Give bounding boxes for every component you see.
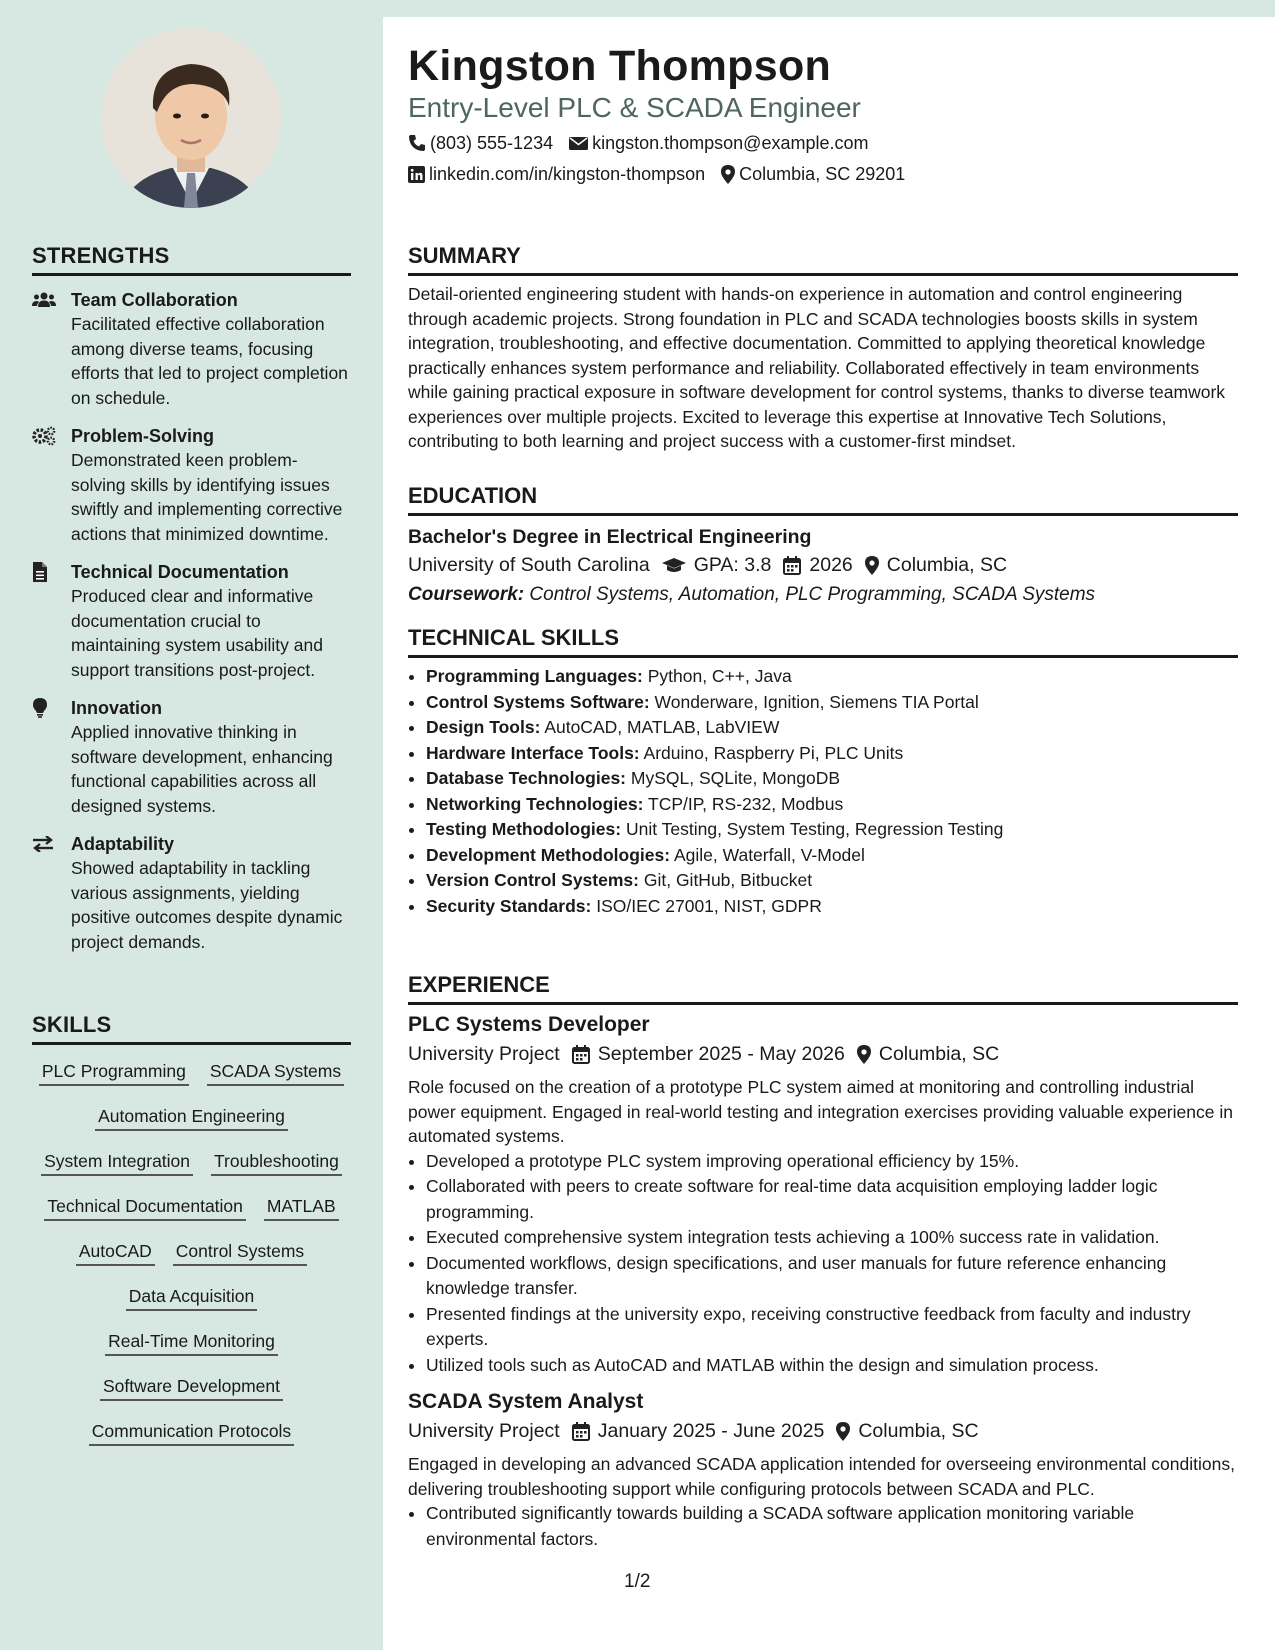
phone-item [408, 131, 553, 155]
lightbulb-icon [32, 698, 58, 718]
main-content [383, 17, 1275, 1650]
skill-category: Programming Languages: [426, 666, 643, 686]
skill-tag: Automation Engineering [95, 1104, 288, 1131]
list-item [426, 715, 1238, 741]
location-text: Columbia, SC 29201 [739, 164, 906, 184]
candidate-name: Kingston Thompson [408, 42, 832, 90]
location-pin-icon [857, 1045, 871, 1064]
list-item [426, 664, 1238, 690]
skill-category: Hardware Interface Tools: [426, 742, 640, 763]
skill-tag: Data Acquisition [126, 1284, 258, 1311]
skill-tag: Control Systems [173, 1239, 307, 1266]
gpa-text: GPA: 3.8 [693, 554, 772, 576]
experience-section [408, 972, 1238, 1552]
strength-item [32, 424, 351, 546]
strength-desc: Applied innovative thinking in software development, enhancing functional capabilities across all designed systems. [71, 722, 333, 816]
job-location-item [836, 1416, 978, 1446]
skill-values: ISO/IEC 27001, NIST, GDPR [596, 895, 822, 916]
list-item [426, 817, 1238, 843]
summary-text: Detail-oriented engineering student with hands-on experience in automation and control engineering through academic projects. Strong foundation in PLC and SCADA technologies boosts skills in system integration, troubleshooting, and effective documentation. Committed to applying theoretical knowledge practically enhances system performance and reliability. Collaborated effectively in team environments while gaining practical exposure in software development for control systems, thanks to diverse teamwork experiences over multiple projects. Excited to leverage this expertise at Innovative Tech Solutions, contributing to both learning and project success with a customer-first mindset. [408, 284, 1226, 451]
skill-tag: System Integration [41, 1149, 193, 1176]
skill-values: MySQL, SQLite, MongoDB [630, 768, 841, 788]
skill-values: AutoCAD, MATLAB, LabVIEW [544, 717, 780, 737]
job-dates-item [572, 1416, 825, 1446]
job-entry [408, 1011, 1238, 1378]
email-text: kingston.thompson@example.com [592, 133, 869, 153]
arrows-exchange-icon [32, 834, 58, 854]
sidebar [0, 0, 383, 1650]
skills-section [32, 1012, 351, 1446]
skill-category: Control Systems Software: [426, 691, 650, 712]
list-item: • Utilized tools such as AutoCAD and MATLAB within the design and simulation process. [426, 1353, 1238, 1379]
skill-tag: SCADA Systems [207, 1059, 344, 1086]
job-location: Columbia, SC [858, 1420, 979, 1442]
linkedin-item [408, 162, 705, 186]
job-bullets [408, 1149, 1238, 1379]
coursework-label: Coursework: [408, 584, 525, 605]
list-item [426, 843, 1238, 869]
skill-category: Version Control Systems: [426, 870, 639, 890]
candidate-role: Entry-Level PLC & SCADA Engineer [408, 92, 861, 123]
coursework [408, 580, 1238, 610]
list-item [426, 868, 1238, 894]
gears-icon [32, 426, 58, 446]
location-pin-icon [865, 556, 879, 575]
contact-row [408, 131, 1238, 155]
location-item [721, 162, 905, 186]
strength-desc: Demonstrated keen problem-solving skills by identifying issues swiftly and implementing corrective actions that minimized downtime. [71, 450, 343, 544]
strength-desc: Facilitated effective collaboration among diverse teams, focusing efforts that led to project completion on schedule. [71, 314, 348, 408]
edu-location-text: Columbia, SC [886, 554, 1008, 576]
list-item [426, 690, 1238, 716]
job-org: University Project [408, 1043, 560, 1065]
strength-title: Problem-Solving [71, 426, 215, 446]
email-item [569, 131, 868, 155]
linkedin-icon [408, 166, 425, 183]
job-dates: January 2025 - June 2025 [597, 1420, 825, 1442]
skill-values: Unit Testing, System Testing, Regression Testing [625, 819, 1004, 839]
location-pin-icon [836, 1422, 850, 1441]
list-item: • Contributed significantly towards building a SCADA software application monitoring variable environmental factors. [426, 1501, 1238, 1552]
skill-tag: Communication Protocols [89, 1419, 294, 1446]
header [408, 41, 1238, 186]
list-item: • Collaborated with peers to create software for real-time data acquisition employing ladder logic programming. [426, 1174, 1238, 1225]
job-dates-item [572, 1039, 845, 1069]
list-item [426, 894, 1238, 920]
technical-skills-title: TECHNICAL SKILLS [408, 625, 1238, 658]
education-meta [408, 550, 1238, 580]
school-name: University of South Carolina [408, 554, 650, 576]
skill-tag: PLC Programming [39, 1059, 189, 1086]
strengths-section [32, 243, 351, 954]
skill-category: Database Technologies: [426, 768, 627, 788]
skill-values: Agile, Waterfall, V-Model [673, 844, 865, 865]
team-icon [32, 290, 58, 310]
document-icon [32, 562, 58, 582]
strength-desc: Showed adaptability in tackling various assignments, yielding positive outcomes despite dynamic project demands. [71, 858, 343, 952]
job-title: PLC Systems Developer [408, 1013, 650, 1036]
calendar-icon [783, 556, 801, 575]
strength-item [32, 832, 351, 954]
list-item: • Developed a prototype PLC system improving operational efficiency by 15%. [426, 1149, 1238, 1175]
skill-values: Python, C++, Java [647, 666, 792, 686]
skill-category: Design Tools: [426, 717, 541, 737]
skill-category: Networking Technologies: [426, 793, 644, 814]
skill-tag: AutoCAD [76, 1239, 155, 1266]
job-entry [408, 1388, 1238, 1552]
strength-item [32, 696, 351, 818]
calendar-icon [572, 1422, 590, 1441]
strength-title: Innovation [71, 698, 162, 718]
skill-tag: MATLAB [264, 1194, 339, 1221]
graduation-cap-icon [662, 557, 686, 573]
strength-desc: Produced clear and informative documentation crucial to maintaining system usability and support transitions post-project. [71, 586, 323, 680]
phone-text: (803) 555-1234 [430, 133, 554, 153]
technical-skills-section [408, 625, 1238, 919]
year-item [783, 550, 852, 580]
skill-category: Security Standards: [426, 895, 592, 916]
skill-tag: Real-Time Monitoring [105, 1329, 278, 1356]
skill-tag: Troubleshooting [211, 1149, 342, 1176]
job-title: SCADA System Analyst [408, 1390, 644, 1413]
list-item: • Presented findings at the university expo, receiving constructive feedback from faculty and industry experts. [426, 1302, 1238, 1353]
list-item [426, 741, 1238, 767]
coursework-text: Control Systems, Automation, PLC Programming, SCADA Systems [529, 584, 1096, 605]
skill-values: TCP/IP, RS-232, Modbus [648, 793, 844, 814]
summary-section [408, 243, 1238, 454]
job-dates: September 2025 - May 2026 [597, 1043, 845, 1065]
job-location-item [857, 1039, 999, 1069]
page-indicator: 1/2 [624, 1571, 651, 1592]
edu-location-item [865, 550, 1007, 580]
location-pin-icon [721, 165, 735, 184]
gpa-item [662, 550, 772, 580]
strength-title: Team Collaboration [71, 290, 238, 310]
technical-skills-list [408, 664, 1238, 919]
skill-tag: Software Development [100, 1374, 283, 1401]
skill-category: Development Methodologies: [426, 844, 671, 865]
phone-icon [408, 134, 426, 152]
profile-photo-image [101, 28, 281, 208]
list-item [426, 766, 1238, 792]
job-meta [408, 1039, 1238, 1069]
job-bullets [408, 1501, 1238, 1552]
list-item: • Executed comprehensive system integration tests achieving a 100% success rate in validation. [426, 1225, 1238, 1251]
strength-title: Adaptability [71, 834, 175, 854]
envelope-icon [569, 136, 588, 151]
strength-item [32, 288, 351, 410]
calendar-icon [572, 1045, 590, 1064]
job-location: Columbia, SC [878, 1043, 1000, 1065]
education-section [408, 483, 1238, 610]
job-description: Engaged in developing an advanced SCADA application intended for overseeing environmental conditions, delivering troubleshooting support while configuring protocols between SCADA and PLC. [408, 1454, 1235, 1499]
degree: Bachelor's Degree in Electrical Engineering [408, 526, 812, 548]
profile-photo [101, 28, 281, 208]
skill-tag: Technical Documentation [44, 1194, 246, 1221]
job-meta [408, 1416, 1238, 1446]
contact-row [408, 162, 1238, 186]
skill-category: Testing Methodologies: [426, 819, 622, 839]
strength-title: Technical Documentation [71, 562, 289, 582]
list-item: • Documented workflows, design specifications, and user manuals for future reference enhancing knowledge transfer. [426, 1251, 1238, 1302]
skills-list [32, 1059, 351, 1446]
job-org: University Project [408, 1420, 560, 1442]
education-title: EDUCATION [408, 483, 1238, 516]
strength-item [32, 560, 351, 682]
list-item [426, 792, 1238, 818]
strengths-title: STRENGTHS [32, 243, 351, 276]
skill-values: Arduino, Raspberry Pi, PLC Units [643, 742, 904, 763]
job-description: Role focused on the creation of a prototype PLC system aimed at monitoring and controlling industrial power equipment. Engaged in real-world testing and integration exercises providing valuable experience in automated systems. [408, 1077, 1233, 1146]
skill-values: Wonderware, Ignition, Siemens TIA Portal [654, 691, 979, 712]
summary-title: SUMMARY [408, 243, 1238, 276]
skills-title: SKILLS [32, 1012, 351, 1045]
linkedin-text: linkedin.com/in/kingston-thompson [429, 164, 706, 184]
year-text: 2026 [809, 554, 853, 576]
skill-values: Git, GitHub, Bitbucket [643, 870, 813, 890]
experience-title: EXPERIENCE [408, 972, 1238, 1005]
